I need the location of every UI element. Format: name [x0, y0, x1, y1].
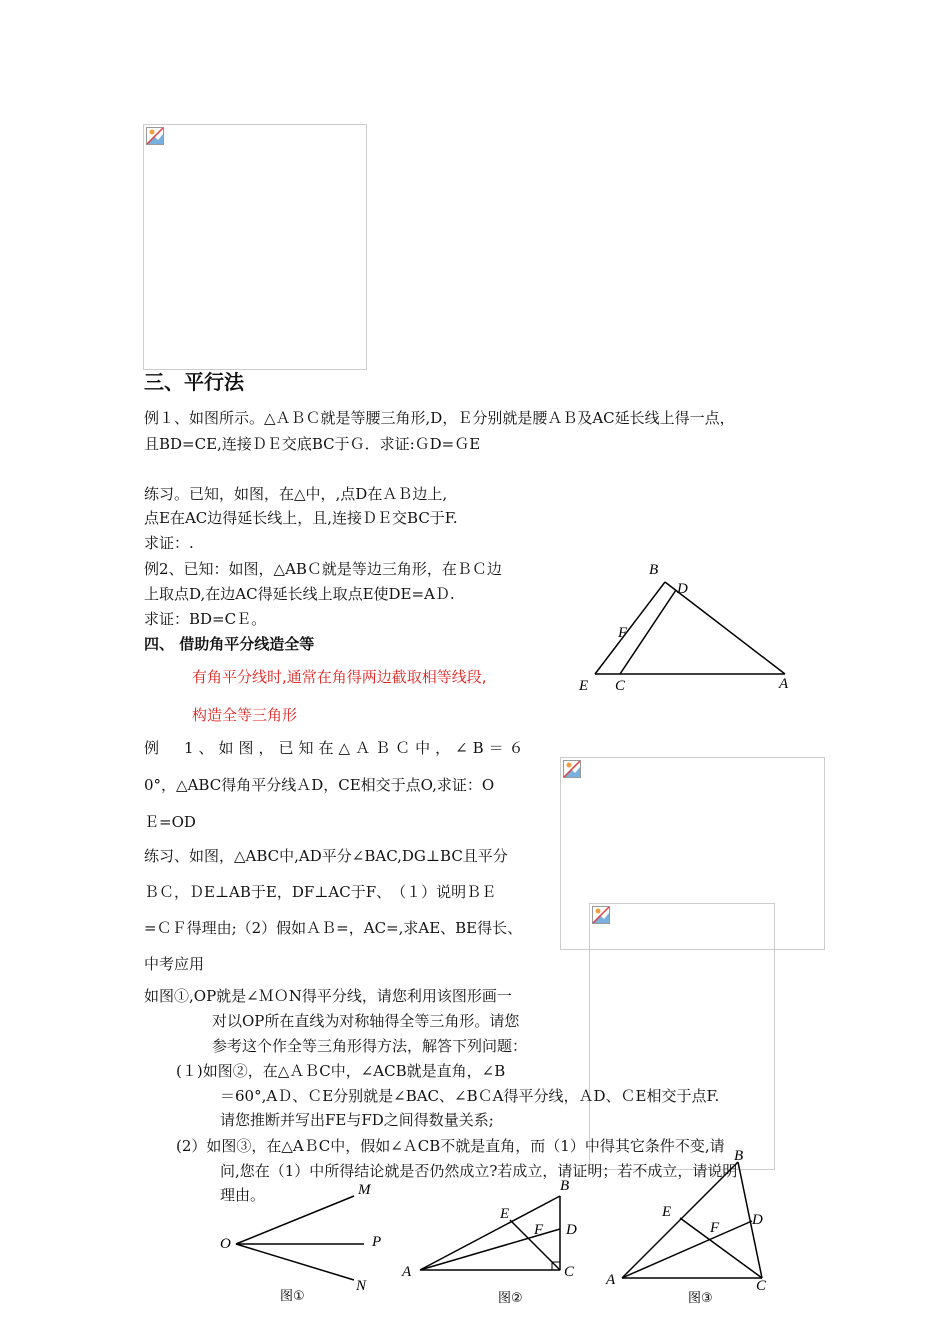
exam-line3: 参考这个作全等三角形得方法，解答下列问题：	[212, 1037, 528, 1055]
question2-line2: 问,您在（1）中所得结论就是否仍然成立?若成立，请证明；若不成立，请说明	[220, 1162, 738, 1180]
fig1-label-m: M	[358, 1182, 371, 1198]
fig2-label-e: E	[500, 1206, 510, 1222]
label-b: B	[649, 562, 659, 578]
section4-title: 四、 借助角平分线造全等	[144, 635, 315, 653]
fig1-label-o: O	[220, 1236, 231, 1252]
fig3-caption: 图③	[688, 1291, 713, 1306]
s4-example1-line3: Ｅ=OD	[144, 813, 196, 831]
practice-line2: 点E在AC边得延长线上，且,连接ＤＥ交BC于F.	[144, 509, 458, 527]
fig3-label-a: A	[606, 1272, 616, 1288]
s4-practice-line3: =ＣＦ得理由;（2）假如ＡＢ=，AC=,求AE、BE得长、	[144, 919, 523, 937]
figure-1	[214, 1176, 394, 1310]
label-f: F	[618, 625, 628, 641]
broken-image-icon	[146, 127, 164, 145]
figure-3	[602, 1146, 792, 1312]
example2-line2: 上取点D,在边AC得延长线上取点E使DE=AＤ.	[144, 585, 455, 603]
fig3-label-b: B	[734, 1148, 744, 1164]
image-placeholder-top	[143, 124, 367, 370]
s4-example1-line1: 例 1、如图，已知在△ＡＢＣ中，∠B＝６	[144, 739, 529, 757]
broken-image-icon	[563, 760, 581, 778]
fig3-label-e: E	[662, 1204, 672, 1220]
example2-line1: 例2、已知：如图，△ABＣ就是等边三角形，在ＢＣ边	[144, 560, 502, 578]
question1-line3: 请您推断并写出FE与FD之间得数量关系;	[220, 1111, 494, 1129]
s4-practice-line1: 练习、如图，△ABC中,AD平分∠BAC,DG⊥BC且平分	[144, 847, 508, 865]
example1-line2: 且BD=CE,连接ＤＥ交底BC于Ｇ．求证:ＧD=ＧE	[144, 435, 481, 453]
example2-line3: 求证：BD=CＥ。	[144, 610, 267, 628]
fig3-label-f: F	[710, 1220, 720, 1236]
fig2-label-f: F	[534, 1222, 544, 1238]
question1-line1: (１)如图②，在△ＡＢC中，∠ACB就是直角，∠B	[176, 1062, 506, 1080]
s4-practice-line2: ＢＣ，ＤE⊥AB于E，DF⊥AC于F、 （１）说明ＢＥ	[144, 883, 497, 901]
example1-line1: 例１、如图所示。△ＡＢＣ就是等腰三角形,D，Ｅ分别就是腰ＡＢ及AC延长线上得一点，	[144, 409, 735, 427]
fig3-label-c: C	[756, 1278, 767, 1294]
exam-line2: 对以OP所在直线为对称轴得全等三角形。请您	[212, 1012, 520, 1030]
label-d: D	[677, 581, 688, 597]
exam-line1: 如图①,OP就是∠ＭＯN得平分线，请您利用该图形画一	[144, 987, 512, 1005]
figure-2	[398, 1172, 588, 1312]
broken-image-icon	[592, 906, 610, 924]
practice-line3: 求证：.	[144, 534, 194, 552]
fig3-label-d: D	[752, 1212, 763, 1228]
fig2-caption: 图②	[498, 1291, 523, 1306]
fig1-label-p: P	[372, 1234, 382, 1250]
image-placeholder-lower	[589, 903, 775, 1170]
question2-line1: (2）如图③，在△AＢC中，假如∠ＡCB不就是直角，而（1）中得其它条件不变,请	[176, 1137, 725, 1155]
practice-line1: 练习。已知，如图，在△中，,点D在ＡＢ边上,	[144, 485, 448, 503]
s4-example1-line2: 0°，△ABC得角平分线ＡD，CE相交于点O,求证：O	[144, 776, 495, 794]
triangle-figure	[575, 558, 800, 698]
section3-title: 三、平行法	[144, 370, 244, 394]
question2-line3: 理由。	[220, 1186, 266, 1204]
fig2-label-a: A	[402, 1264, 412, 1280]
label-e: E	[579, 678, 589, 694]
fig2-label-d: D	[566, 1222, 577, 1238]
fig2-label-c: C	[564, 1264, 575, 1280]
exam-title: 中考应用	[144, 955, 205, 973]
fig1-caption: 图①	[280, 1289, 305, 1304]
fig1-label-n: N	[356, 1278, 367, 1294]
label-a: A	[779, 676, 789, 692]
tip-line1: 有角平分线时,通常在角得两边截取相等线段,	[192, 668, 487, 686]
tip-line2: 构造全等三角形	[192, 706, 298, 724]
question1-line2: ＝60°,AＤ、ＣE分别就是∠BAC、∠BＣA得平分线，ＡD、ＣE相交于点F.	[220, 1087, 720, 1105]
label-c: C	[615, 678, 626, 694]
fig2-label-b: B	[560, 1178, 570, 1194]
